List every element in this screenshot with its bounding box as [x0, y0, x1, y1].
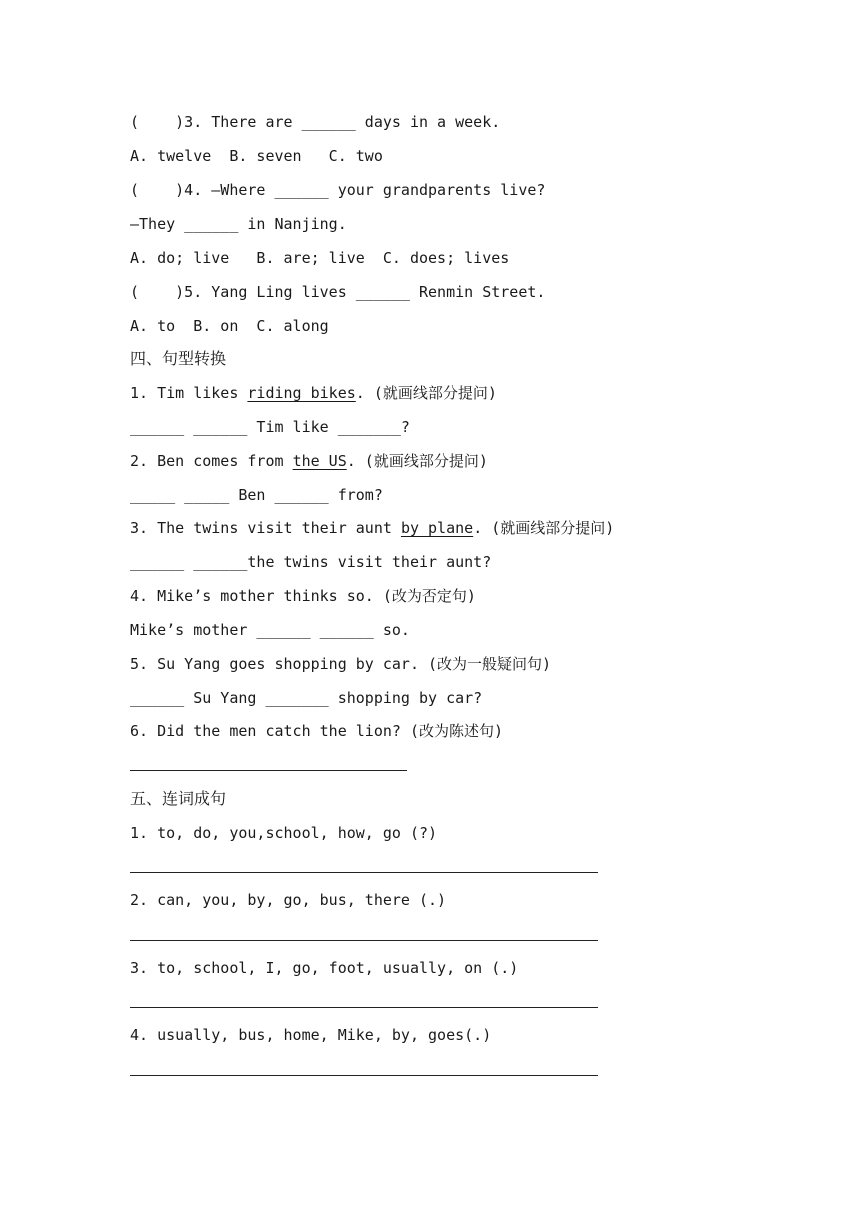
section-4-title: 四、句型转换	[130, 349, 227, 368]
transform-answer-1: ______ ______ Tim like _______?	[130, 418, 410, 436]
word-order-item-2: 2. can, you, by, go, bus, there (.)	[130, 891, 447, 909]
question-4-line-2: —They ______ in Nanjing.	[130, 215, 347, 233]
item-text: 1. Tim likes	[130, 384, 248, 402]
answer-line	[130, 1075, 598, 1076]
underlined-phrase: the US	[292, 452, 347, 470]
word-order-item-1: 1. to, do, you,school, how, go (?)	[130, 824, 438, 842]
item-text: 2. Ben comes from	[130, 452, 293, 470]
transform-answer-2: _____ _____ Ben ______ from?	[130, 486, 383, 504]
question-4-options: A. do; live B. are; live C. does; lives	[130, 249, 510, 267]
transform-item-1	[130, 383, 497, 403]
transform-item-3	[130, 518, 614, 538]
section-5-title: 五、连词成句	[130, 789, 227, 808]
question-4: ( )4. —Where ______ your grandparents live?	[130, 181, 546, 199]
question-5-options: A. to B. on C. along	[130, 317, 329, 335]
transform-item-5: 5. Su Yang goes shopping by car. (改为一般疑问句)	[130, 655, 552, 673]
word-order-item-3: 3. to, school, I, go, foot, usually, on (.)	[130, 959, 519, 977]
item-text: 3. The twins visit their aunt	[130, 519, 401, 537]
answer-line	[130, 872, 598, 873]
answer-line	[130, 940, 598, 941]
transform-answer-5: ______ Su Yang _______ shopping by car?	[130, 689, 483, 707]
answer-line	[130, 770, 407, 771]
item-instruction: . (就画线部分提问)	[355, 384, 497, 402]
transform-item-6: 6. Did the men catch the lion? (改为陈述句)	[130, 722, 504, 740]
transform-item-2	[130, 451, 488, 471]
question-3: ( )3. There are ______ days in a week.	[130, 113, 501, 131]
item-instruction: . (就画线部分提问)	[473, 519, 615, 537]
answer-line	[130, 1007, 598, 1008]
question-3-options: A. twelve B. seven C. two	[130, 147, 383, 165]
item-instruction: . (就画线部分提问)	[346, 452, 488, 470]
underlined-phrase: riding bikes	[247, 384, 356, 402]
transform-item-4: 4. Mike’s mother thinks so. (改为否定句)	[130, 587, 476, 605]
transform-answer-4: Mike’s mother ______ ______ so.	[130, 621, 410, 639]
underlined-phrase: by plane	[400, 519, 474, 537]
transform-answer-3: ______ ______the twins visit their aunt?	[130, 553, 492, 571]
word-order-item-4: 4. usually, bus, home, Mike, by, goes(.)	[130, 1026, 492, 1044]
question-5: ( )5. Yang Ling lives ______ Renmin Street.	[130, 283, 546, 301]
